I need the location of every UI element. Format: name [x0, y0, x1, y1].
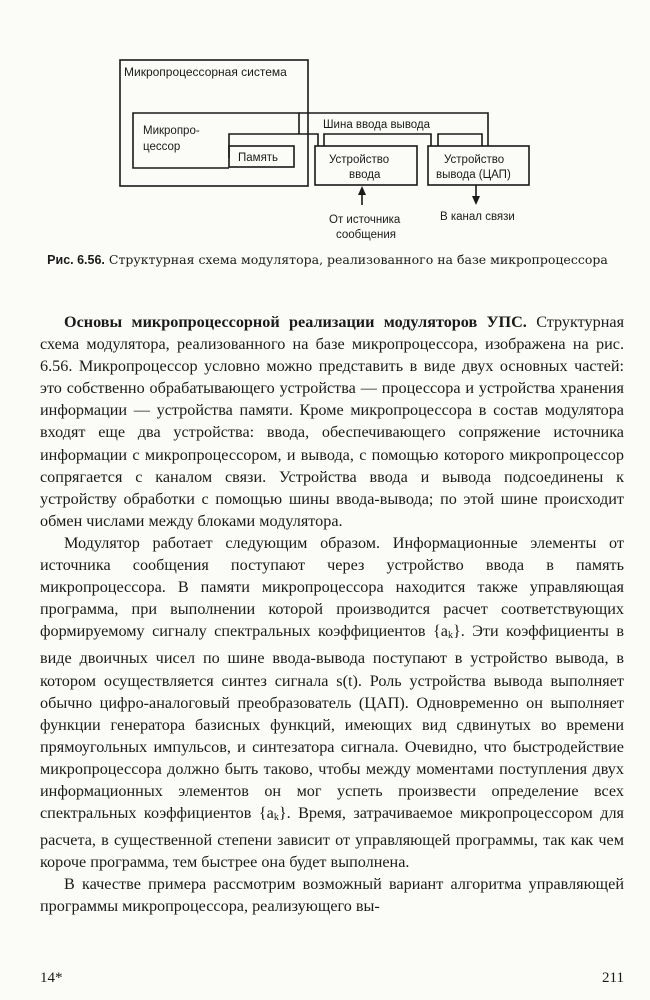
- subscript: k: [447, 630, 453, 642]
- cpu-label-line2: цессор: [143, 141, 181, 153]
- output-device-label-line2: вывода (ЦАП): [436, 169, 511, 181]
- figure-caption-text: Структурная схема модулятора, реализованного на базе микропроцессора: [108, 252, 608, 267]
- paragraph: [40, 532, 624, 873]
- figure-number: Рис. 6.56.: [47, 253, 105, 267]
- system-label: Микропроцессорная система: [124, 65, 287, 79]
- paragraph: [40, 873, 624, 917]
- paragraph: [40, 311, 624, 532]
- cpu-label-line1: Микропро-: [143, 125, 200, 137]
- paragraph-text: }. Время, затрачиваемое микропроцессором для расчета, в существенной степени зависит от управляющей программы, так как чем короче программа, тем быстрее она будет выполнена.: [40, 804, 624, 872]
- channel-arrow-head: [472, 196, 480, 205]
- body-text: [40, 311, 624, 918]
- memory-label: Память: [238, 152, 279, 164]
- figure-caption: [30, 251, 625, 269]
- source-label-line2: сообщения: [336, 229, 396, 241]
- input-device-label-line2: ввода: [349, 169, 381, 181]
- section-heading: Основы микропроцессорной реализации модуляторов УПС.: [64, 313, 527, 331]
- source-arrow-head: [358, 186, 366, 195]
- paragraph-text: В качестве примера рассмотрим возможный вариант алгоритма управляющей программы микропроцессора, реализующего вы-: [40, 875, 624, 916]
- paragraph-text: }. Эти коэффициенты в виде двоичных чисел по шине ввода-вывода поступают в устройство вывода, в котором осуществляется синтез сигнала s(t). Роль устройства вывода выполняет обычно цифро-аналоговый преобразователь (ЦАП). Одновременно он выполняет функции генератора базисных функций, имеющих вид сдвинутых во времени прямоугольных импульсов, и синтезатора сигнала. Очевидно, что быстродействие микропроцессора должно быть таково, чтобы между моментами поступления двух информационных элементов он мог успеть произвести определение всех спектральных коэффициентов {a: [40, 622, 624, 823]
- paragraph-text: Модулятор работает следующим образом. Информационные элементы от источника сообщения поступают через устройство ввода в память микропроцессора. В памяти микропроцессора находится также управляющая программа, при выполнении которой производится расчет соответствующих формируемому сигналу спектральных коэффициентов {a: [40, 533, 624, 641]
- bus-label: Шина ввода вывода: [323, 119, 431, 131]
- input-device-label-line1: Устройство: [329, 154, 390, 166]
- source-label-line1: От источника: [329, 214, 401, 226]
- page-number: 211: [602, 970, 624, 986]
- paragraph-text: Структурная схема модулятора, реализованного на базе микропроцессора, изображена на рис. 6.56. Микропроцессор условно можно представить в виде двух основных частей: это собственно обрабатывающего устройства — процессора и устройства хранения информации — устройства памяти. Кроме микропроцессора в состав модулятора входят еще два устройства: ввода, обеспечивающего сопряжение источника информации с микропроцессором, и вывода, с помощью которого микропроцессор сопрягается с каналом связи. Устройства ввода и вывода подсоединены к устройству обработки с помощью шины ввода-вывода; по этой шине происходит обмен числами между блоками модулятора.: [40, 313, 625, 530]
- page-footer: [40, 970, 624, 987]
- subscript: k: [273, 812, 279, 824]
- signature-mark: 14*: [40, 970, 63, 986]
- output-device-label-line1: Устройство: [444, 154, 505, 166]
- channel-label: В канал связи: [440, 211, 515, 223]
